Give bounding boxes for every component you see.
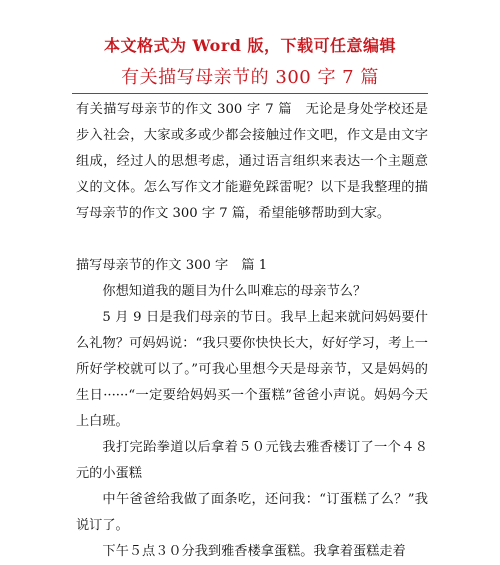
section-paragraph-5: 下午５点３０分我到雅香楼拿蛋糕。我拿着蛋糕走着 xyxy=(102,544,406,559)
document-body xyxy=(76,97,428,565)
title-divider xyxy=(72,93,428,94)
section-paragraph-1: 你想知道我的题目为什么叫难忘的母亲节么？ xyxy=(102,284,367,299)
section-paragraph-3: 我打完跆拳道以后拿着５０元钱去雅香楼订了一个４８元的小蛋糕 xyxy=(76,440,428,481)
section-paragraph-2: 5 月 9 日是我们母亲的节日。我早上起来就问妈妈要什么礼物？可妈妈说：“我只要你快快长大，好好学习，考上一所好学校就可以了。”可我心里想今天是母亲节，又是妈妈的生日······“一定要给妈妈买一个蛋糕”爸爸小声说。妈妈今天上白班。 xyxy=(76,310,428,429)
section-heading: 描写母亲节的作文 300 字 篇 1 xyxy=(76,258,268,273)
section-paragraph-4: 中午爸爸给我做了面条吃，还问我：“订蛋糕了么？”我说订了。 xyxy=(76,492,428,533)
paragraph-gap xyxy=(76,227,428,253)
document-title: 有关描写母亲节的 300 字 7 篇 xyxy=(121,67,379,88)
intro-paragraph: 有关描写母亲节的作文 300 字 7 篇 无论是身处学校还是步入社会，大家或多或少都会接触过作文吧，作文是由文字组成，经过人的思想考虑，通过语言组织来表达一个主题意义的文体。怎么写作文才能避免踩雷呢？以下是我整理的描写母亲节的作文 300 字 7 篇，希望能够帮助到大家。 xyxy=(76,102,428,221)
word-format-notice: 本文格式为 Word 版，下载可任意编辑 xyxy=(103,36,397,55)
